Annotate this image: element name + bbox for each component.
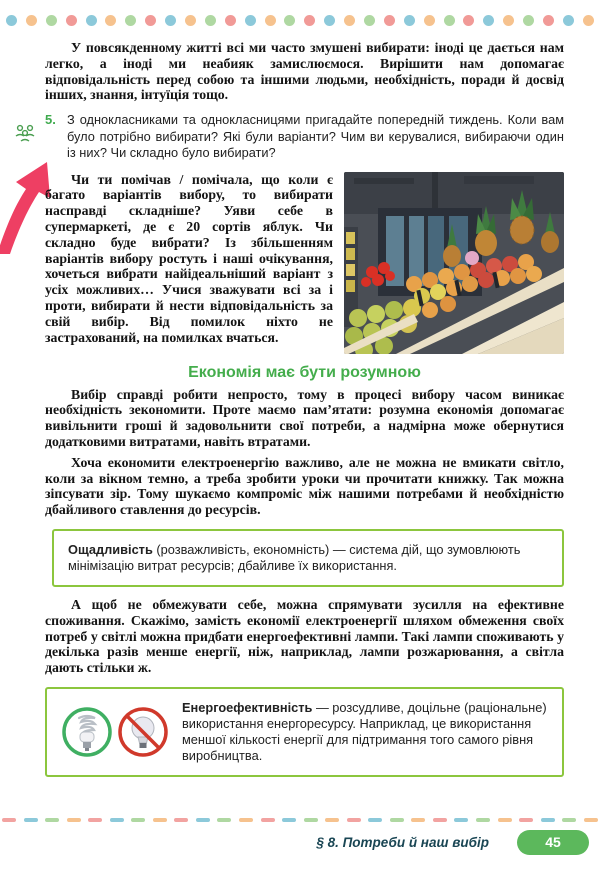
footer (0, 828, 600, 856)
top-dots-border (6, 15, 594, 26)
definition-box-thrift (52, 529, 564, 587)
footer-chapter-title: § 8. Потреби й наш вибір (316, 834, 489, 850)
economy-paragraph: Вибір справді робити непросто, тому в процесі вибору часом виникає необхідність зекономити. Проте маємо пам’ятати: розумна економія допомагає вивільнити гроші й задовольнити свої потреби, а надмірна може обернутися додатковими витратами, навіть втратами. (45, 386, 564, 450)
choice-paragraph: Чи ти помічав / помічала, що коли є багато варіантів вибору, то вибирати насправді складніше? Уяви себе в супермаркеті, де є 20 сортів яблук. Чи складно буде вибрати? Із збільшенням варіантів вибору ростуть і наші очікування, хочеться вибрати найідеальніший варіант з усіх можливих… Учися зважувати всі за і проти, вибирати й нести відповідальність за свій вибір. Від помилок ніхто не застрахований, на помилках вчаться. (45, 171, 333, 345)
definition-text: (розважливість, економність) — система дій, що зумовлюють мінімізацію витрат ресурсів; дбайливе їх використання. (68, 542, 521, 574)
intro-paragraph: У повсякденному житті всі ми часто змушені вибирати: іноді це дається нам легко, а іноді ми неабияк замислюємося. Вирішити нам допомагає відповідальність перед собою та іншими людьми, необхідність, поради й досвід інших, знання, інтуїція тощо. (45, 40, 564, 103)
efficiency-paragraph: А щоб не обмежувати себе, можна спрямувати зусилля на ефективне споживання. Скажімо, замість економії електроенергії шляхом обмеження своїх потреб у світлі можна придбати енергоефективні лампи. Такі лампи споживають у декілька разів менше енергії, ніж, наприклад, лампи розжарювання, а світла дають стільки ж. (45, 597, 564, 676)
group-activity-marker (0, 120, 42, 150)
footer-dashed-border (0, 818, 600, 822)
electricity-paragraph: Хоча економити електроенергію важливо, але не можна не вмикати світло, коли за вікном темно, а треба зробити уроки чи прочитати книжку. Так можна зіпсувати зір. Тому шукаємо компроміс між нашими потребами й необхідністю дбайливого ставлення до ресурсів. (45, 454, 564, 518)
task-item-5 (45, 112, 564, 162)
group-of-people-icon (12, 122, 38, 149)
definition-box-energy-efficiency (45, 687, 564, 777)
prohibited-incandescent-bulb-icon (117, 706, 169, 758)
task-text: З однокласниками та однокласницями пригадайте попередній тиждень. Коли вам було потрібно вибирати? Які були варіанти? Чим ви керувалися, вибираючи один із них? Чи складно було вибирати? (67, 112, 564, 161)
energy-saving-bulb-icon (61, 706, 113, 758)
definition-term: Ощадливість (68, 542, 153, 558)
definition-term: Енергоефективність (182, 700, 313, 716)
definition-text: — розсудливе, доцільне (раціональне) використання енергоресурсу. Наприклад, це використання меншої кількості енергії для підтримання того самого рівня виробництва. (182, 700, 547, 764)
text-photo-block (45, 172, 564, 354)
section-heading: Економія має бути розумною (188, 363, 421, 381)
task-number: 5. (45, 112, 56, 128)
page-number-badge: 45 (517, 830, 589, 855)
supermarket-fruit-photo (344, 172, 564, 354)
